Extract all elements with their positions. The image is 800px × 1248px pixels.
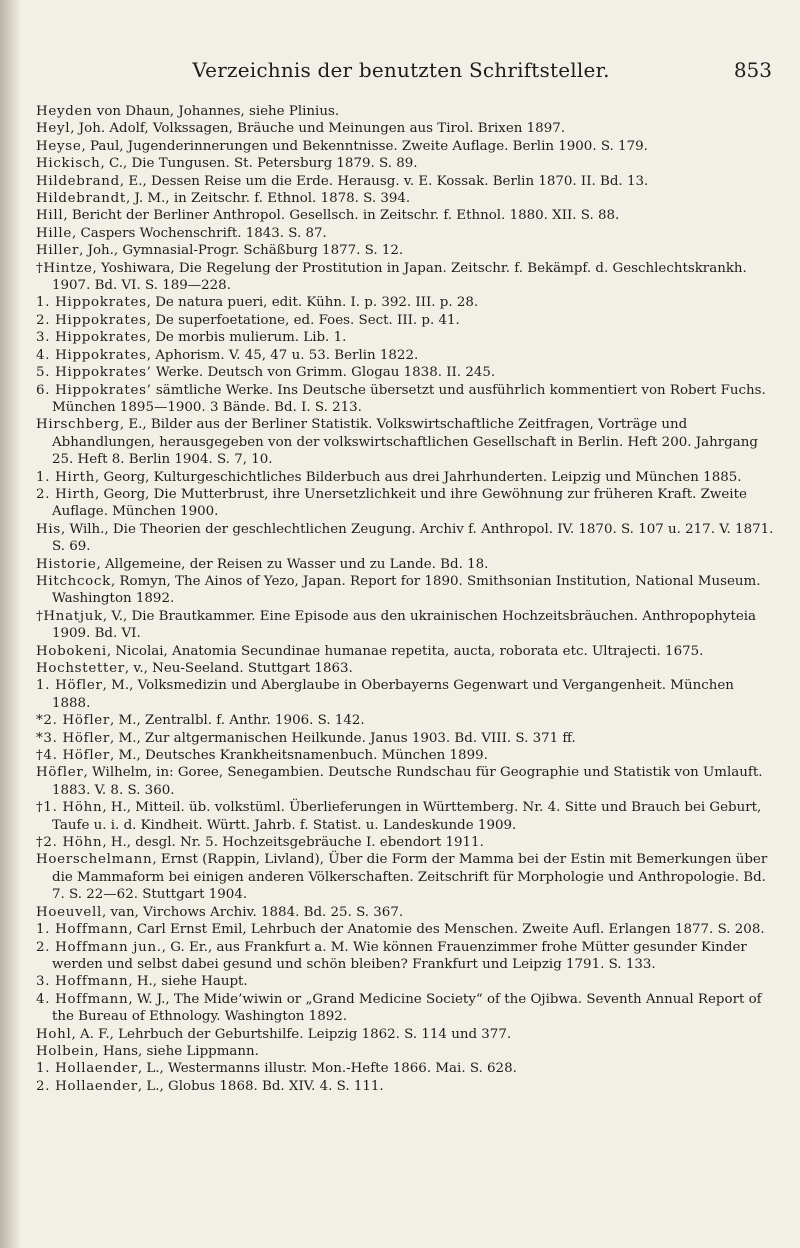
- entry-citation: , G. Er., aus Frankfurt a. M. Wie können Frauenzimmer frohe Mütter gesunder Kinder werden und selbst dabei gesund und schön bleiben? Frankfurt und Leipzig 1791. S. 133.: [52, 939, 747, 972]
- bibliography-entry: [36, 660, 774, 677]
- entry-author: Hill: [36, 208, 64, 224]
- entry-author: Holbein: [36, 1043, 95, 1059]
- bibliography-entry: [36, 556, 774, 573]
- entry-author: 1. Höfler: [36, 678, 103, 694]
- entry-citation: , A. F., Lehrbuch der Geburtshilfe. Leipzig 1862. S. 114 und 377.: [71, 1026, 512, 1042]
- bibliography-list: [36, 103, 774, 1095]
- bibliography-entry: [36, 991, 774, 1026]
- entry-citation: , Nicolai, Anatomia Secundinae humanae repetita, aucta, roborata etc. Ultrajecti. 1675.: [106, 643, 704, 659]
- entry-citation: sämtliche Werke. Ins Deutsche übersetzt und ausführlich kommentiert von Robert Fuchs. München 1895—1900. 3 Bände. Bd. I. S. 213.: [52, 382, 766, 415]
- entry-author: Hille: [36, 225, 72, 241]
- entry-author: 6. Hippokrates’: [36, 382, 152, 398]
- bibliography-entry: [36, 1043, 774, 1060]
- entry-citation: , Yoshiwara, Die Regelung der Prostitution in Japan. Zeitschr. f. Bekämpf. d. Geschlechtskrankh. 1907. Bd. VI. S. 189—228.: [52, 260, 747, 294]
- entry-author: 4. Hippokrates: [36, 347, 147, 363]
- entry-citation: , Hans, siehe Lippmann.: [94, 1043, 259, 1059]
- entry-author: Hoerschelmann: [36, 852, 153, 868]
- entry-citation: , Caspers Wochenschrift. 1843. S. 87.: [71, 225, 327, 241]
- bibliography-entry: [36, 834, 774, 851]
- bibliography-entry: [36, 677, 774, 712]
- bibliography-entry: [36, 851, 774, 903]
- entry-citation: , van, Virchows Archiv. 1884. Bd. 25. S. 367.: [101, 904, 404, 920]
- entry-author: 4. Hoffmann: [36, 991, 129, 1007]
- entry-author: Hildebrand: [36, 173, 120, 189]
- entry-author: 1. Hollaender: [36, 1061, 138, 1077]
- entry-citation: , H., siehe Haupt.: [128, 974, 248, 990]
- bibliography-entry: [36, 173, 774, 190]
- bibliography-entry: [36, 521, 774, 556]
- bibliography-entry: [36, 347, 774, 364]
- entry-author: Hirschberg: [36, 417, 120, 433]
- entry-author: Heyden: [36, 104, 93, 119]
- entry-citation: , De superfoetatione, ed. Foes. Sect. III. p. 41.: [146, 312, 460, 328]
- entry-author: Hildebrandt: [36, 191, 126, 207]
- entry-author: †4. Höfler: [36, 748, 111, 764]
- bibliography-entry: [36, 329, 774, 346]
- page-header: [30, 58, 772, 88]
- bibliography-entry: [36, 973, 774, 990]
- bibliography-entry: [36, 573, 774, 608]
- bibliography-entry: [36, 138, 774, 155]
- bibliography-entry: [36, 799, 774, 834]
- entry-citation: , Paul, Jugenderinnerungen und Bekenntnisse. Zweite Auflage. Berlin 1900. S. 179.: [81, 138, 648, 154]
- entry-citation: von Dhaun, Johannes, siehe Plinius.: [92, 104, 340, 119]
- entry-citation: , L., Westermanns illustr. Mon.-Hefte 1866. Mai. S. 628.: [137, 1061, 517, 1077]
- running-title: Verzeichnis der benutzten Schriftsteller.: [192, 58, 610, 82]
- bibliography-entry: [36, 382, 774, 417]
- entry-author: Heyl: [36, 121, 71, 137]
- entry-citation: , Ernst (Rappin, Livland), Über die Form der Mamma bei der Estin mit Bemerkungen über die Mammaform bei einigen anderen Völkerschaften. Zeitschrift für Morphologie und Anthropologie. Bd. 7. S. 22—62. Stuttgart 1904.: [52, 852, 768, 903]
- bibliography-entry: [36, 294, 774, 311]
- page-number: 853: [733, 58, 772, 82]
- bibliography-entry: [36, 904, 774, 921]
- entry-citation: , Romyn, The Ainos of Yezo, Japan. Report for 1890. Smithsonian Institution, National Museum. Washington 1892.: [52, 573, 761, 607]
- entry-author: 3. Hippokrates: [36, 330, 147, 346]
- bibliography-entry: [36, 1026, 774, 1043]
- bibliography-entry: [36, 207, 774, 224]
- entry-author: 5. Hippokrates’: [36, 365, 152, 381]
- entry-author: Hickisch: [36, 156, 101, 172]
- entry-author: †1. Höhn: [36, 800, 103, 816]
- entry-author: 2. Hippokrates: [36, 312, 147, 328]
- entry-citation: , Wilh., Die Theorien der geschlechtlichen Zeugung. Archiv f. Anthropol. IV. 1870. S. 107 u. 217. V. 1871. S. 69.: [52, 521, 774, 555]
- entry-citation: , W. J., The Mide’wiwin or „Grand Medicine Society“ of the Ojibwa. Seventh Annual Report of the Bureau of Ethnology. Washington 1892.: [52, 991, 762, 1025]
- entry-author: Historie: [36, 556, 97, 572]
- entry-author: 1. Hoffmann: [36, 922, 129, 938]
- entry-author: Hohl: [36, 1026, 72, 1042]
- entry-citation: , E., Dessen Reise um die Erde. Herausg. v. E. Kossak. Berlin 1870. II. Bd. 13.: [119, 173, 649, 189]
- entry-citation: , Aphorism. V. 45, 47 u. 53. Berlin 1822.: [146, 347, 419, 363]
- entry-citation: , V., Die Brautkammer. Eine Episode aus den ukrainischen Hochzeitsbräuchen. Anthropophyteia 1909. Bd. VI.: [52, 608, 757, 642]
- entry-author: *3. Höfler: [36, 730, 111, 746]
- bibliography-entry: [36, 364, 774, 381]
- entry-author: Hoeuvell: [36, 904, 102, 920]
- entry-citation: , H., desgl. Nr. 5. Hochzeitsgebräuche I. ebendort 1911.: [102, 835, 484, 851]
- bibliography-entry: [36, 120, 774, 137]
- bibliography-entry: [36, 643, 774, 660]
- entry-author: Höfler: [36, 765, 84, 781]
- entry-author: 2. Hoffmann jun.: [36, 939, 162, 955]
- entry-citation: , Georg, Die Mutterbrust, ihre Unersetzlichkeit und ihre Gewöhnung zur früheren Kraft. Zweite Auflage. München 1900.: [52, 486, 747, 520]
- entry-citation: , Allgemeine, der Reisen zu Wasser und zu Lande. Bd. 18.: [96, 556, 489, 572]
- entry-citation: , M., Zur altgermanischen Heilkunde. Janus 1903. Bd. VIII. S. 371 ff.: [110, 730, 576, 746]
- entry-author: †Hnatjuk: [36, 608, 103, 624]
- bibliography-entry: [36, 608, 774, 643]
- bibliography-entry: [36, 416, 774, 468]
- entry-citation: , Wilhelm, in: Goree, Senegambien. Deutsche Rundschau für Geographie und Statistik von Umlauft. 1883. V. 8. S. 360.: [52, 765, 763, 798]
- entry-author: †2. Höhn: [36, 835, 103, 851]
- entry-citation: , M., Deutsches Krankheitsnamenbuch. München 1899.: [110, 748, 488, 764]
- bibliography-entry: [36, 921, 774, 938]
- bibliography-entry: [36, 469, 774, 486]
- entry-author: Hiller: [36, 243, 80, 259]
- entry-citation: , M., Zentralbl. f. Anthr. 1906. S. 142.: [110, 713, 365, 729]
- entry-author: Hochstetter: [36, 661, 125, 676]
- entry-citation: , De natura pueri, edit. Kühn. I. p. 392. III. p. 28.: [146, 295, 479, 311]
- entry-citation: , Joh. Adolf, Volkssagen, Bräuche und Meinungen aus Tirol. Brixen 1897.: [70, 121, 565, 137]
- entry-citation: Werke. Deutsch von Grimm. Glogau 1838. II. 245.: [151, 365, 496, 381]
- entry-author: 2. Hollaender: [36, 1078, 138, 1094]
- book-binding-shadow: [0, 0, 20, 1248]
- entry-citation: , De morbis mulierum. Lib. 1.: [146, 330, 347, 346]
- bibliography-entry: [36, 155, 774, 172]
- entry-citation: , v., Neu-Seeland. Stuttgart 1863.: [124, 661, 353, 676]
- entry-citation: , J. M., in Zeitschr. f. Ethnol. 1878. S. 394.: [125, 191, 411, 207]
- bibliography-entry: [36, 312, 774, 329]
- entry-author: Hobokeni: [36, 643, 107, 659]
- entry-citation: , M., Volksmedizin und Aberglaube in Oberbayerns Gegenwart und Vergangenheit. München 1888.: [52, 678, 734, 711]
- bibliography-entry: [36, 764, 774, 799]
- entry-author: †Hintze: [36, 260, 93, 276]
- bibliography-entry: [36, 1060, 774, 1077]
- entry-citation: , E., Bilder aus der Berliner Statistik. Volkswirtschaftliche Zeitfragen, Vorträge und Abhandlungen, herausgegeben von der volkswirtschaftlichen Gesellschaft in Berlin. Heft 200. Jahrgang 25. Heft 8. Berlin 1904. S. 7, 10.: [52, 417, 758, 468]
- entry-author: 1. Hippokrates: [36, 295, 147, 311]
- entry-citation: , Bericht der Berliner Anthropol. Gesellsch. in Zeitschr. f. Ethnol. 1880. XII. S. 88.: [63, 208, 620, 224]
- bibliography-entry: [36, 242, 774, 259]
- entry-author: Hitchcock: [36, 573, 111, 589]
- entry-author: 3. Hoffmann: [36, 974, 129, 990]
- bibliography-entry: [36, 747, 774, 764]
- bibliography-entry: [36, 712, 774, 729]
- bibliography-entry: [36, 730, 774, 747]
- entry-citation: , L., Globus 1868. Bd. XIV. 4. S. 111.: [137, 1078, 384, 1094]
- entry-citation: , Georg, Kulturgeschichtliches Bilderbuch aus drei Jahrhunderten. Leipzig und München 1885.: [95, 469, 742, 485]
- bibliography-entry: [36, 190, 774, 207]
- bibliography-entry: [36, 939, 774, 974]
- entry-author: Heyse: [36, 138, 82, 154]
- bibliography-entry: [36, 103, 774, 120]
- entry-citation: , C., Die Tungusen. St. Petersburg 1879. S. 89.: [100, 156, 418, 172]
- entry-citation: , Joh., Gymnasial-Progr. Schäßburg 1877. S. 12.: [79, 243, 404, 259]
- entry-citation: , Carl Ernst Emil, Lehrbuch der Anatomie des Menschen. Zweite Aufl. Erlangen 1877. S. 208.: [128, 922, 765, 938]
- entry-author: *2. Höfler: [36, 713, 111, 729]
- entry-citation: , H., Mitteil. üb. volkstüml. Überlieferungen in Württemberg. Nr. 4. Sitte und Brauch bei Geburt, Taufe u. i. d. Kindheit. Württ. Jahrb. f. Statist. u. Landeskunde 1909.: [52, 800, 762, 833]
- bibliography-entry: [36, 486, 774, 521]
- entry-author: 1. Hirth: [36, 469, 95, 485]
- bibliography-entry: [36, 260, 774, 295]
- bibliography-entry: [36, 225, 774, 242]
- entry-author: His: [36, 521, 61, 537]
- bibliography-entry: [36, 1078, 774, 1095]
- entry-author: 2. Hirth: [36, 486, 95, 502]
